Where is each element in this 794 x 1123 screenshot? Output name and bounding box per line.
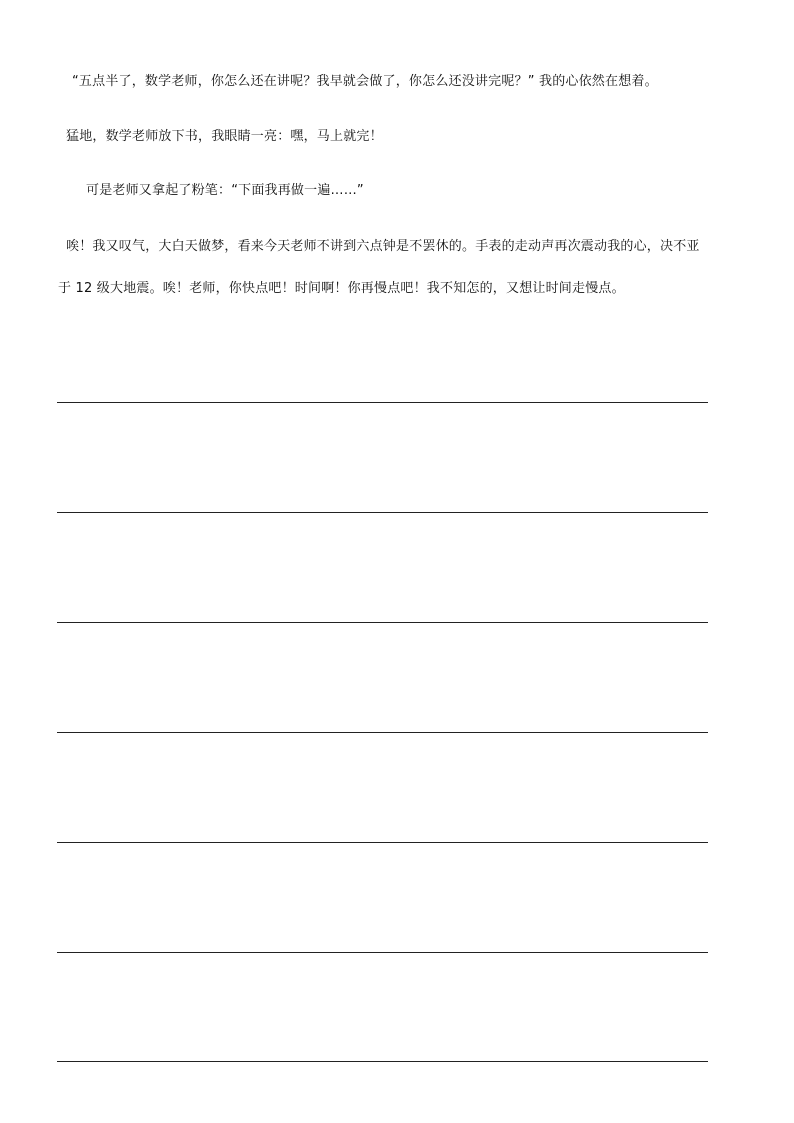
writing-line [57,622,708,623]
writing-line [57,402,708,403]
writing-line [57,1061,708,1062]
paragraph-4-line-2: 于 12 级大地震。唉！老师，你快点吧！时间啊！你再慢点吧！我不知怎的，又想让时间走慢点。 [58,281,625,296]
paragraph-1: “五点半了，数学老师，你怎么还在讲呢？我早就会做了，你怎么还没讲完呢？” 我的心依然在想着。 [72,74,658,89]
writing-line [57,952,708,953]
writing-line [57,512,708,513]
paragraph-3: 可是老师又拿起了粉笔：“下面我再做一遍……” [86,183,364,198]
paragraph-2: 猛地，数学老师放下书，我眼睛一亮：嘿，马上就完！ [66,129,383,144]
writing-line [57,842,708,843]
writing-line [57,732,708,733]
paragraph-4-line-1: 唉！我又叹气，大白天做梦，看来今天老师不讲到六点钟是不罢休的。手表的走动声再次震动我的心，决不亚 [66,239,700,254]
